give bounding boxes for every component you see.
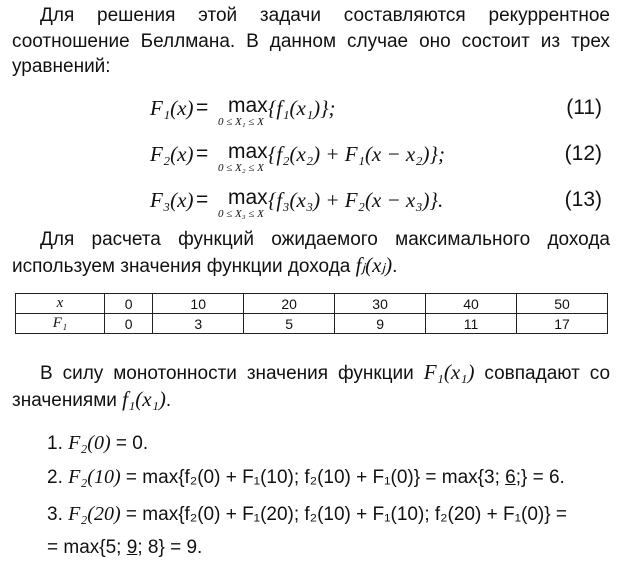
table-cell: 11 <box>426 314 517 334</box>
equation-12 <box>0 136 623 182</box>
income-table <box>15 293 608 334</box>
row-header: F₁ <box>16 314 105 334</box>
monotonicity-paragraph <box>12 360 610 413</box>
equation-lhs: F₂(x) <box>150 142 194 166</box>
intro-paragraph: Для решения этой задачи составляются рекуррентное соотношение Беллмана. В данном случае оно состоит из трех уравнений: <box>12 5 610 77</box>
max-operator: max <box>228 186 268 209</box>
formula-F1: F₁(x₁) <box>423 360 475 384</box>
table-cell: 10 <box>153 294 244 314</box>
table-cell: 0 <box>105 294 153 314</box>
table-cell: 0 <box>105 314 153 334</box>
table-row <box>16 294 608 314</box>
step-expression-end: ; 8} = 9. <box>137 537 203 558</box>
equation-number: (12) <box>564 142 602 165</box>
equation-rhs: {f₂(x₂) + F₁(x − x₂)}; <box>268 142 445 166</box>
equals-sign: = <box>196 188 209 211</box>
step-expression-end: ;} = 6. <box>515 467 565 488</box>
equation-lhs: F₁(x) <box>150 96 194 120</box>
paragraph-text: совпадают со значениями <box>12 363 611 411</box>
max-condition: 0 ≤ X₁ ≤ X <box>218 116 264 128</box>
equation-number: (11) <box>566 96 602 119</box>
paragraph-end: . <box>165 389 172 411</box>
max-condition: 0 ≤ X₂ ≤ X <box>218 162 264 174</box>
step-number: 1. <box>47 433 63 454</box>
table-cell: 20 <box>244 294 335 314</box>
paragraph-end: . <box>392 255 398 277</box>
table-cell: 3 <box>153 314 244 334</box>
max-operator: max <box>228 94 268 117</box>
table-cell: 30 <box>335 294 426 314</box>
table-cell: 17 <box>517 314 608 334</box>
step-number: 2. <box>47 467 63 488</box>
underlined-max-value: 6 <box>505 467 516 488</box>
step-lhs: F₂(20) <box>68 503 121 525</box>
table-cell: 50 <box>517 294 608 314</box>
row-header: x <box>16 294 105 314</box>
max-condition: 0 ≤ X₃ ≤ X <box>218 208 264 220</box>
table-row <box>16 314 608 334</box>
step-expression: = 0. <box>110 433 149 454</box>
step-number: 3. <box>47 504 63 525</box>
step-2 <box>47 466 565 489</box>
equals-sign: = <box>196 96 209 119</box>
table-cell: 9 <box>335 314 426 334</box>
underlined-max-value: 9 <box>126 537 138 558</box>
equation-11 <box>0 90 623 136</box>
step-lhs: F₂(10) <box>68 466 121 488</box>
step-expression: = max{5; <box>47 537 127 558</box>
equation-number: (13) <box>564 188 602 211</box>
step-expression: = max{f₂(0) + F₁(10); f₂(10) + F₁(0)} = max{3; <box>120 467 506 488</box>
equation-rhs: {f₁(x₁)}; <box>268 96 336 120</box>
step-expression: = max{f₂(0) + F₁(20); f₂(10) + F₁(10); f₂(20) + F₁(0)} = <box>120 504 567 525</box>
income-function-formula: fⱼ(xⱼ) <box>355 252 393 277</box>
table-cell: 5 <box>244 314 335 334</box>
equation-lhs: F₃(x) <box>150 188 194 212</box>
formula-f1: f₁(x₁) <box>122 386 166 411</box>
step-3 <box>47 503 567 526</box>
equation-rhs: {f₃(x₃) + F₂(x − x₃)}. <box>268 188 444 212</box>
paragraph-text: Для расчета функций ожидаемого максимального дохода используем значения функции дохода <box>12 229 610 277</box>
step-lhs: F₂(0) <box>68 432 111 454</box>
step-3-continuation <box>47 537 202 559</box>
step-1 <box>47 432 148 455</box>
equals-sign: = <box>196 142 209 165</box>
table-cell: 40 <box>426 294 517 314</box>
equation-13 <box>0 182 623 228</box>
max-operator: max <box>228 140 268 163</box>
income-function-paragraph <box>12 227 610 279</box>
paragraph-text: В силу монотонности значения функции <box>40 363 414 384</box>
